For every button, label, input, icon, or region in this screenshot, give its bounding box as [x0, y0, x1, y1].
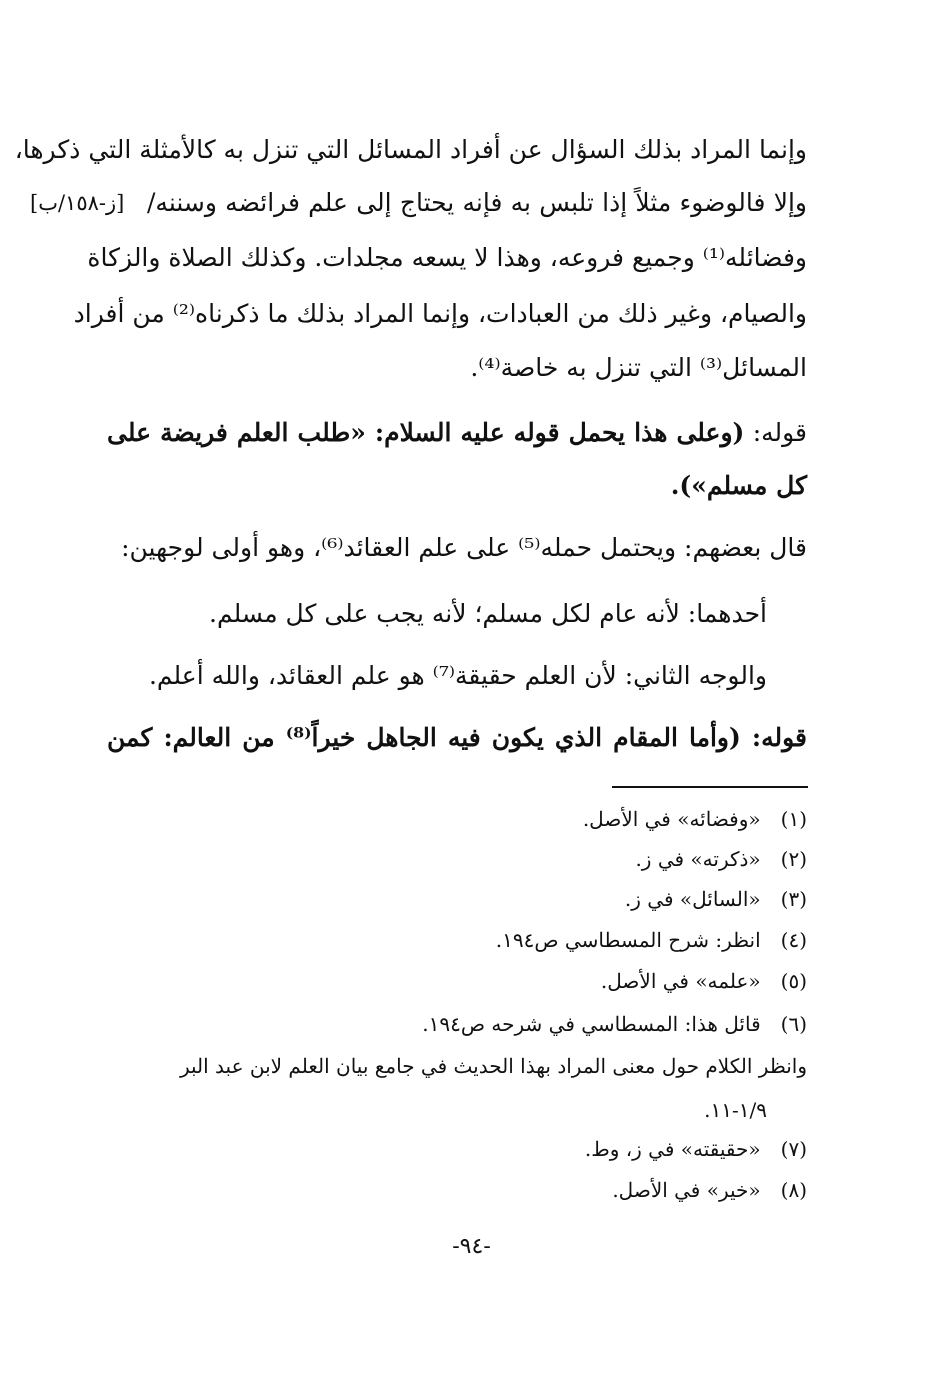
- footnote-text: «ذكرته» في ز.: [635, 847, 761, 871]
- footnote-text: «السائل» في ز.: [624, 887, 761, 911]
- footnote-6: [107, 1008, 807, 1040]
- footnote-1: [107, 803, 807, 835]
- footnote-5: [107, 965, 807, 997]
- footnote-text: «حقيقته» في ز، وط.: [584, 1137, 761, 1161]
- footnote-number: (٤): [780, 928, 807, 952]
- footnote-6-continuation: [107, 1050, 807, 1082]
- body-line-9: قوله: (وأما المقام الذي يكون فيه الجاهل خيراً⁽⁸⁾ من العالم: كمن: [107, 723, 807, 752]
- quote-text: (وعلى هذا يحمل قوله عليه السلام: «طلب العلم فريضة على: [107, 418, 745, 447]
- footnote-number: (٨): [780, 1178, 807, 1202]
- footnote-text: «وفضائه» في الأصل.: [582, 807, 761, 831]
- footnote-2: [107, 843, 807, 875]
- page-number: -٩٤-: [452, 1234, 491, 1259]
- footnote-text: ١/٩-١١.: [704, 1098, 767, 1122]
- quote-lead: قوله:: [752, 418, 808, 447]
- body-line-2: وإلا فالوضوء مثلاً إذا تلبس به فإنه يحتاج إلى علم فرائضه وسننه/: [147, 188, 807, 217]
- body-line-3: وفضائله⁽¹⁾ وجميع فروعه، وهذا لا يسعه مجلدات. وكذلك الصلاة والزكاة: [87, 243, 807, 272]
- footnote-number: (٥): [780, 969, 807, 993]
- body-line-8: والوجه الثاني: لأن العلم حقيقة⁽⁷⁾ هو علم العقائد، والله أعلم.: [148, 661, 767, 690]
- footnote-text: انظر: شرح المسطاسي ص١٩٤.: [495, 928, 761, 952]
- footnote-6-continuation-2: [67, 1094, 767, 1126]
- body-line-1: وإنما المراد بذلك السؤال عن أفراد المسائل التي تنزل به كالأمثلة التي ذكرها،: [14, 135, 807, 164]
- quote-line-2: كل مسلم»).: [670, 471, 807, 500]
- manuscript-folio-marker: [ز-١٥٨/ب]: [30, 191, 125, 215]
- footnote-8: [107, 1174, 807, 1206]
- body-line-5: المسائل⁽³⁾ التي تنزل به خاصة⁽⁴⁾.: [470, 353, 807, 382]
- body-line-7: أحدهما: لأنه عام لكل مسلم؛ لأنه يجب على كل مسلم.: [209, 599, 767, 628]
- footnote-text: قائل هذا: المسطاسي في شرحه ص١٩٤.: [422, 1012, 761, 1036]
- body-line-4: والصيام، وغير ذلك من العبادات، وإنما المراد بذلك ما ذكرناه⁽²⁾ من أفراد: [73, 299, 807, 328]
- footnote-text: «خير» في الأصل.: [612, 1178, 761, 1202]
- footnote-4: [107, 924, 807, 956]
- footnote-number: (١): [780, 807, 807, 831]
- quote-line-1: [107, 413, 807, 453]
- footnote-3: [107, 883, 807, 915]
- footnote-number: (٦): [780, 1012, 807, 1036]
- footnote-number: (٧): [780, 1137, 807, 1161]
- footnote-number: (٢): [780, 847, 807, 871]
- footnote-7: [107, 1133, 807, 1165]
- footnote-separator: [612, 786, 808, 788]
- body-line-6: قال بعضهم: ويحتمل حمله⁽⁵⁾ على علم العقائد⁽⁶⁾، وهو أولى لوجهين:: [121, 533, 807, 562]
- footnote-text: «علمه» في الأصل.: [600, 969, 761, 993]
- footnote-text: وانظر الكلام حول معنى المراد بهذا الحديث في جامع بيان العلم لابن عبد البر: [179, 1054, 807, 1078]
- footnote-number: (٣): [780, 887, 807, 911]
